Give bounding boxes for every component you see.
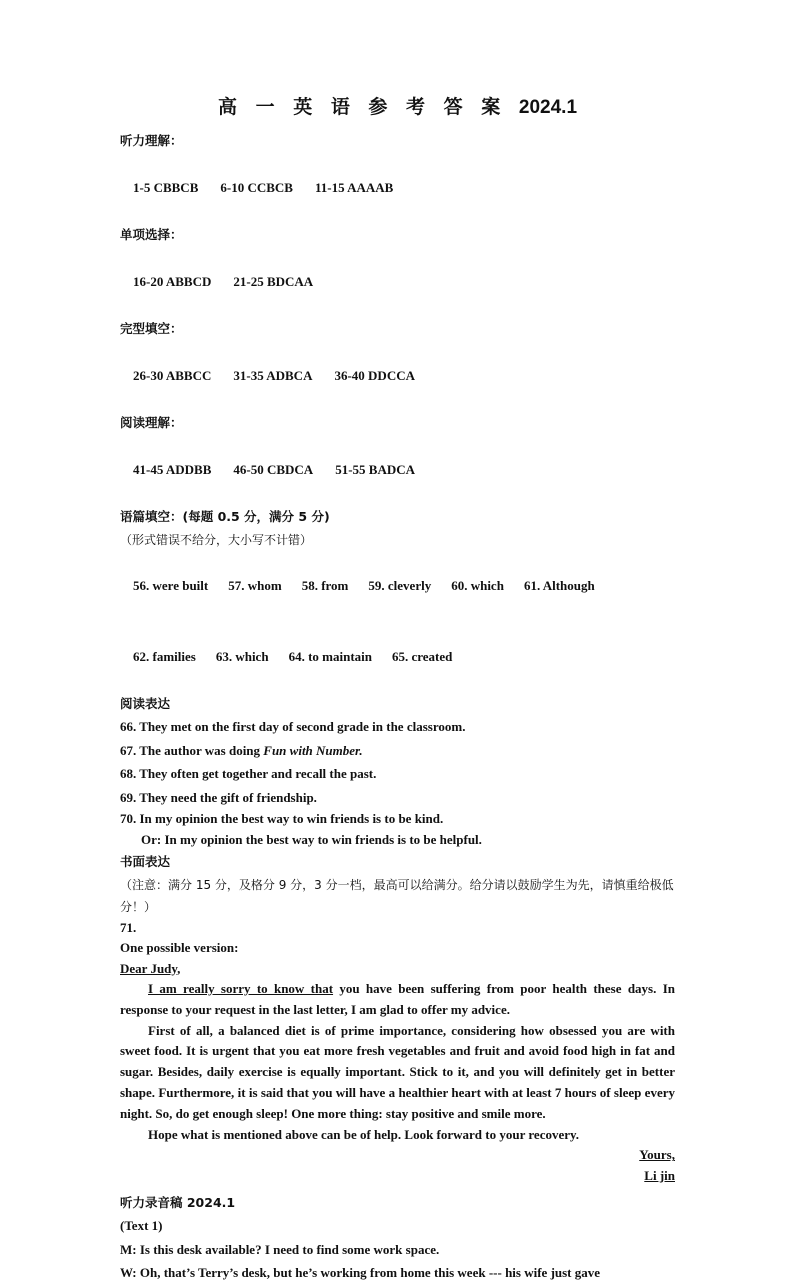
letter-paragraph-1-rest: you have been suffering from poor health these days. In response to your request in the last letter, I am glad to offer my advice. <box>120 981 675 1017</box>
answer-group: 16-20 ABBCD <box>133 274 212 289</box>
answer-group: 6-10 CCBCB <box>220 180 293 195</box>
fill-answer: 63. which <box>215 648 269 664</box>
grammar-fill-row-2 <box>120 621 675 692</box>
page-title <box>120 92 675 119</box>
fill-answer: 57. whom <box>228 578 282 593</box>
writing-note: （注意：满分 15 分，及格分 9 分，3 分一档，最高可以给满分。给分请以鼓励学生为先，请慎重给极低分！） <box>120 877 674 914</box>
grammar-fill-row-1 <box>120 551 675 622</box>
answer-67 <box>120 739 675 763</box>
letter-paragraph-3: Hope what is mentioned above can be of help. Look forward to your recovery. <box>148 1126 580 1142</box>
writing-number: 71. <box>120 919 137 935</box>
listening-heading: 听力理解： <box>120 133 183 148</box>
letter-salutation: Dear Judy, <box>120 960 181 976</box>
fill-answer: 58. from <box>301 578 349 593</box>
transcript-text-label: (Text 1) <box>120 1218 163 1234</box>
answer-70-alt: Or: In my opinion the best way to win friends is to be helpful. <box>141 831 482 847</box>
answer-group: 26-30 ABBCC <box>133 368 212 383</box>
answer-group: 36-40 DDCCA <box>334 368 415 383</box>
answer-70: 70. In my opinion the best way to win friends is to be kind. <box>120 811 444 826</box>
reading-answers <box>120 435 675 506</box>
answer-group: 46-50 CBDCA <box>233 462 314 477</box>
fill-answer: 64. to maintain <box>288 648 372 664</box>
answer-group: 41-45 ADDBB <box>133 462 212 477</box>
grammar-fill-note: （形式错误不给分，大小写不计错） <box>120 532 313 547</box>
answer-sheet <box>120 92 675 1285</box>
letter-paragraph-1 <box>120 979 675 1021</box>
fill-answer: 56. were built <box>133 578 209 593</box>
answer-67-title: Fun with Number. <box>263 742 363 758</box>
fill-answer: 62. families <box>133 648 196 664</box>
fill-answer: 59. cleverly <box>368 578 432 593</box>
answer-group: 51-55 BADCA <box>335 462 415 477</box>
transcript-line-m1: M: Is this desk available? I need to find some work space. <box>120 1241 440 1257</box>
answer-group: 1-5 CBBCB <box>133 180 199 195</box>
transcript-heading-text: 听力录音稿 2024.1 <box>120 1194 236 1210</box>
title-year: 2024.1 <box>518 97 578 118</box>
fill-answer: 60. which <box>451 578 504 593</box>
answer-67-text: 67. The author was doing <box>120 742 264 758</box>
answer-group: 11-15 AAAAB <box>314 180 394 195</box>
letter-paragraph-2: First of all, a balanced diet is of prime importance, considering how obsessed you are with sweet food. It is urgent that you eat more fresh vegetables and fruit and avoid food high in fat and sugar. Besides, daily exercise is equally important. Stick to it, and you will definitely get in better shape. Furthermore, it is said that you will have a healthier heart with at least 7 hours of sleep every night. So, do get enough sleep! One more thing: stay positive and smile more. <box>120 1022 675 1121</box>
answer-68: 68. They often get together and recall the past. <box>120 766 377 781</box>
grammar-fill-heading: 语篇填空：(每题 0.5 分，满分 5 分) <box>120 509 330 524</box>
answer-group: 31-35 ADBCA <box>233 368 313 383</box>
single-choice-answers <box>120 247 675 318</box>
fill-answer: 65. created <box>391 648 453 664</box>
answer-69: 69. They need the gift of friendship. <box>120 789 317 805</box>
answer-66: 66. They met on the first day of second grade in the classroom. <box>120 719 466 734</box>
letter-underlined-phrase: I am really sorry to know that <box>148 981 334 996</box>
answer-group: 21-25 BDCAA <box>233 274 314 289</box>
writing-version-label: One possible version: <box>120 940 239 955</box>
cloze-heading: 完型填空： <box>120 321 183 336</box>
single-choice-heading: 单项选择： <box>120 227 183 242</box>
reading-heading: 阅读理解： <box>120 415 183 430</box>
transcript-heading <box>120 1191 675 1215</box>
letter-signature: Li jin <box>644 1168 675 1184</box>
reading-expression-heading: 阅读表达 <box>120 695 171 711</box>
letter-closing: Yours, <box>639 1147 675 1163</box>
cloze-answers <box>120 341 675 412</box>
transcript-line-w1: W: Oh, that’s Terry’s desk, but he’s working from home this week --- his wife just gave <box>120 1265 601 1281</box>
fill-answer: 61. Although <box>523 578 595 593</box>
title-main: 高 一 英 语 参 考 答 案 <box>217 96 507 118</box>
writing-heading: 书面表达 <box>120 854 171 869</box>
listening-answers <box>120 153 675 224</box>
